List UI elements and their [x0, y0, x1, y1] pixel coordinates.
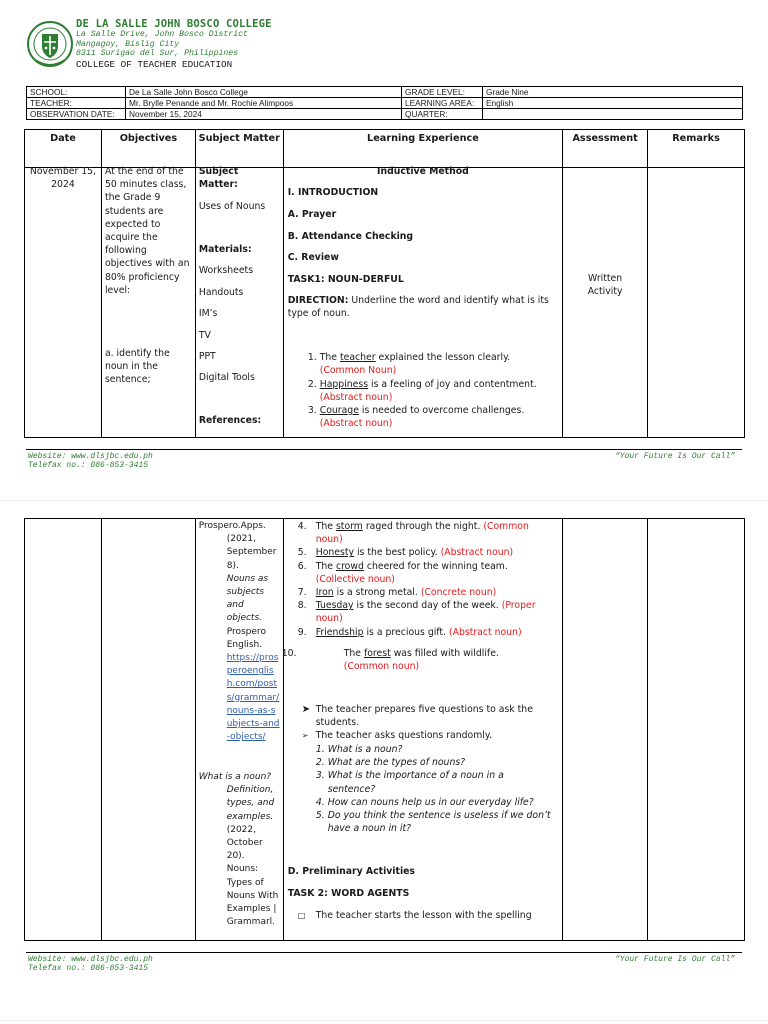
reference-1-author: Prospero.Apps.	[198, 521, 266, 531]
question-item: 5. Do you think the sentence is useless if we don’t have a noun in it?	[328, 809, 553, 835]
step-attendance: B. Attendance Checking	[287, 231, 414, 242]
list-item: 3. Courage is needed to overcome challenges. (Abstract noun)	[320, 404, 556, 431]
bullet-item: ➢ The teacher asks questions randomly.	[301, 730, 492, 742]
references-cell	[195, 519, 283, 941]
direction-body: Underline the word and identify what is its type of noun.	[287, 295, 549, 320]
assessment-cell	[563, 519, 648, 941]
footer-website: Website: www.dlsjbc.edu.ph	[28, 955, 153, 964]
lesson-plan-table-page-1	[24, 129, 745, 438]
subject-matter-value: Uses of Nouns	[198, 201, 266, 212]
date-cell	[25, 168, 102, 438]
footer-telefax: Telefax no.: 086-853-3415	[28, 964, 149, 973]
header-subject-matter: Subject Matter	[195, 130, 283, 168]
teacher-label: TEACHER:	[27, 98, 126, 109]
learning-area-label: LEARNING AREA:	[402, 98, 483, 109]
bullet-item: □ The teacher starts the lesson with the spelling	[297, 910, 532, 921]
observation-date-label: OBSERVATION DATE:	[27, 109, 126, 120]
step-prayer: A. Prayer	[287, 209, 337, 220]
questions-list	[316, 743, 553, 835]
reference-1-date: (2021, September 8).	[226, 534, 277, 571]
reference-2-rest: Nouns: Types of Nouns With Examples | Grammarl.	[226, 864, 279, 928]
objective-a: a. identify the noun in the sentence;	[104, 348, 170, 386]
lesson-plan-table-page-2	[24, 518, 745, 941]
objectives-cell	[101, 168, 195, 438]
material-item: IM’s	[198, 308, 218, 319]
list-item: 6. The crowd cheered for the winning team. (Collective noun)	[297, 560, 508, 585]
page-break	[0, 500, 768, 501]
material-item: PPT	[198, 351, 216, 362]
footer-contact	[28, 955, 153, 973]
list-item: 10. The forest was filled with wildlife. (Common noun)	[281, 647, 499, 673]
reference-1-link[interactable]: https://prosperoenglish.com/posts/grammar/nouns-as-subjects-and-objects/	[226, 653, 280, 743]
reference-2	[199, 771, 280, 929]
reference-1-title: Nouns as subjects and objects.	[226, 573, 269, 624]
assessment-value: Written Activity	[587, 273, 623, 298]
objective-intro: At the end of the 50 minutes class, the Grade 9 students are expected to acquire the following objectives with an 80% proficiency level:	[104, 166, 190, 296]
reference-2-date: (2022, October 20).	[226, 824, 263, 862]
references-label: References:	[198, 415, 262, 426]
arrow-bullet-icon: ➢	[301, 731, 309, 741]
reference-2-title: What is a noun? Definition, types, and examples.	[198, 772, 275, 822]
header-assessment: Assessment	[563, 130, 648, 168]
objectives-cell	[101, 519, 195, 941]
list-item: 4. The storm raged through the night. (Common noun)	[297, 521, 529, 546]
address-line-3: 8311 Surigao del Sur, Philippines	[76, 49, 239, 59]
date-cell	[25, 519, 102, 941]
material-item: TV	[198, 330, 211, 341]
question-item: 4. How can nouns help us in our everyday life?	[328, 796, 553, 809]
remarks-cell	[648, 168, 745, 438]
grade-label: GRADE LEVEL:	[402, 87, 483, 98]
material-item: Digital Tools	[198, 372, 255, 383]
noun-items-list-2	[281, 520, 557, 673]
learning-experience-cell	[283, 168, 562, 438]
question-item: 3. What is the importance of a noun in a sentence?	[328, 769, 553, 795]
preliminary-activities-heading: D. Preliminary Activities	[287, 866, 415, 877]
step-review: C. Review	[287, 252, 339, 263]
reference-1-publisher: Prospero English.	[226, 626, 266, 650]
remarks-cell	[648, 519, 745, 941]
task2-title: TASK 2: WORD AGENTS	[287, 888, 410, 899]
assessment-cell	[563, 168, 648, 438]
footer-divider	[26, 952, 742, 953]
list-item: 7. Iron is a strong metal. (Concrete noun)	[297, 587, 497, 599]
arrow-bullet-icon: ➤	[301, 704, 311, 715]
lesson-date: November 15, 2024	[29, 166, 97, 191]
teacher-value: Mr. Brylle Penande and Mr. Rochie Alimpoos	[126, 98, 402, 109]
footer-divider	[26, 449, 742, 450]
bullet-item: ➤ The teacher prepares five questions to ask the students.	[301, 704, 533, 729]
list-item: 1. The teacher explained the lesson clearly. (Common Noun)	[320, 351, 556, 378]
footer-motto: “Your Future Is Our Call”	[614, 452, 735, 461]
college-seal-logo	[27, 20, 73, 70]
teacher-actions	[302, 703, 555, 743]
college-name: DE LA SALLE JOHN BOSCO COLLEGE	[76, 18, 272, 30]
direction-label: DIRECTION:	[287, 295, 349, 306]
footer-telefax: Telefax no.: 086-853-3415	[28, 461, 149, 470]
department-name: COLLEGE OF TEACHER EDUCATION	[76, 58, 233, 70]
material-item: Worksheets	[198, 265, 254, 276]
header-learning-experience: Learning Experience	[283, 130, 562, 168]
school-label: SCHOOL:	[27, 87, 126, 98]
subject-matter-label: Subject Matter:	[198, 166, 239, 191]
footer-contact	[28, 452, 153, 470]
address-line-2: Mangagoy, Bislig City	[76, 39, 180, 49]
list-item: 8. Tuesday is the second day of the week. (Proper noun)	[297, 600, 536, 625]
list-item: 9. Friendship is a precious gift. (Abstract noun)	[297, 626, 522, 638]
question-item: 2. What are the types of nouns?	[328, 756, 553, 769]
address-line-1: La Salle Drive, John Bosco District	[76, 30, 248, 39]
question-item: 1. What is a noun?	[328, 743, 553, 756]
quarter-label: QUARTER:	[402, 109, 483, 120]
method-title: Inductive Method	[377, 166, 469, 177]
learning-area-value: English	[483, 98, 743, 109]
introduction-heading: I. INTRODUCTION	[287, 187, 379, 198]
list-item: 5. Honesty is the best policy. (Abstract noun)	[297, 547, 514, 559]
observation-date-value: November 15, 2024	[126, 109, 402, 120]
footer-motto: “Your Future Is Our Call”	[614, 955, 735, 964]
box-bullet-icon: □	[297, 911, 306, 920]
noun-items-list-1	[288, 351, 556, 431]
school-value: De La Salle John Bosco College	[126, 87, 402, 98]
header-objectives: Objectives	[101, 130, 195, 168]
grade-value: Grade Nine	[483, 87, 743, 98]
quarter-value	[483, 109, 743, 120]
reference-1	[199, 520, 280, 744]
subject-matter-cell	[195, 168, 283, 438]
learning-experience-cell	[283, 519, 563, 941]
materials-label: Materials:	[198, 244, 252, 255]
header-remarks: Remarks	[648, 130, 745, 168]
footer-website: Website: www.dlsjbc.edu.ph	[28, 452, 153, 461]
task1-title: TASK1: NOUN-DERFUL	[287, 274, 404, 285]
list-item: 2. Happiness is a feeling of joy and contentment. (Abstract noun)	[320, 378, 556, 405]
material-item: Handouts	[198, 287, 244, 298]
page-break	[0, 1020, 768, 1021]
college-letterhead	[76, 18, 272, 70]
header-date: Date	[25, 130, 102, 168]
direction-text	[288, 294, 554, 320]
observation-info-table	[26, 86, 743, 120]
